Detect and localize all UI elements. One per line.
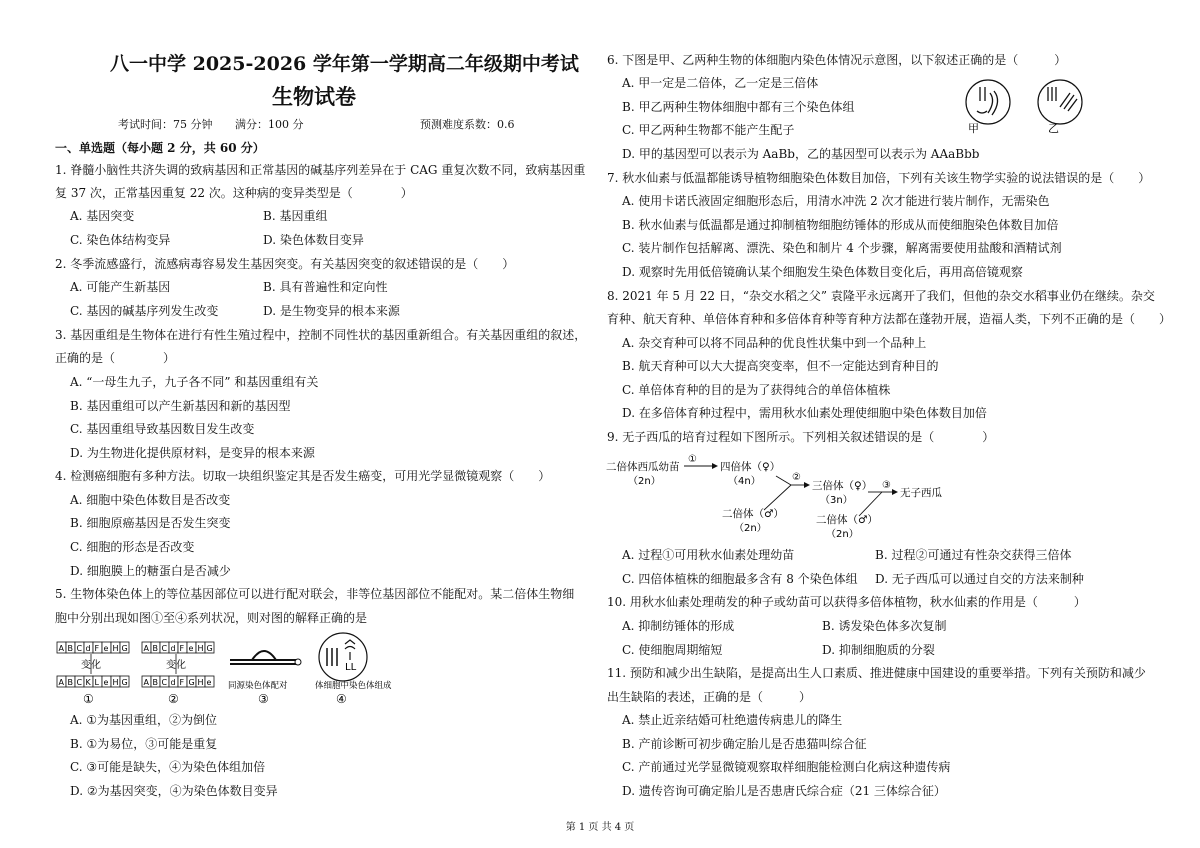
flow-process-1: ① <box>688 454 697 465</box>
q11-stem-2: 出生缺陷的表述，正确的是（ ） <box>607 690 812 704</box>
gene-letter: A <box>143 678 149 687</box>
cell-yi <box>1038 80 1082 124</box>
gene-letter: B <box>152 644 158 653</box>
q5-option-d: D. ②为基因突变，④为染色体数目变异 <box>70 784 278 798</box>
q1-stem-1: 1. 脊髓小脑性共济失调的致病基因和正常基因的碱基序列差异在于 CAG 重复次数不同，致病基因重 <box>55 163 586 177</box>
difficulty: 预测难度系数：0.6 <box>420 118 515 131</box>
gene-letter: B <box>67 678 73 687</box>
q8-stem-2: 育种、航天育种、单倍体育种和多倍体育种等育种方法都在蓬勃开展，造福人类，下列不正确的是（ ） <box>607 312 1172 326</box>
fig1-number: ① <box>83 692 94 706</box>
q11-option-a: A. 禁止近亲结婚可杜绝遗传病患儿的降生 <box>622 713 843 727</box>
q2-option-a: A. 可能产生新基因 <box>70 280 171 294</box>
q4-option-d: D. 细胞膜上的糖蛋白是否减少 <box>70 564 231 578</box>
exam-subtitle: 生物试卷 <box>272 84 356 109</box>
flow-tetraploid-ploidy: （4n） <box>728 476 761 487</box>
q2-stem: 2. 冬季流感盛行，流感病毒容易发生基因突变。有关基因突变的叙述错误的是（ ） <box>55 257 515 271</box>
q2-option-b: B. 具有普遍性和定向性 <box>263 280 388 294</box>
q8-option-d: D. 在多倍体育种过程中，需用秋水仙素处理使细胞中染色体数目加倍 <box>622 406 987 420</box>
q5-stem-2: 胞中分别出现如图①至④系列状况，则对图的解释正确的是 <box>55 611 368 625</box>
q3-option-d: D. 为生物进化提供原材料，是变异的根本来源 <box>70 446 315 460</box>
gene-letter: G <box>121 678 128 687</box>
q3-stem-2: 正确的是（ ） <box>55 351 176 365</box>
q8-option-a: A. 杂交育种可以将不同品种的优良性状集中到一个品种上 <box>622 336 927 350</box>
gene-letter: C <box>76 644 83 653</box>
gene-letter: G <box>206 644 213 653</box>
gene-letter: e <box>103 678 109 687</box>
q6-option-d: D. 甲的基因型可以表示为 AaBb，乙的基因型可以表示为 AAaBbb <box>622 147 980 161</box>
q5-option-c: C. ③可能是缺失，④为染色体组加倍 <box>70 760 266 774</box>
fig3-label: 同源染色体配对 <box>228 681 288 691</box>
fig4-cell <box>319 633 367 681</box>
q4-option-b: B. 细胞原癌基因是否发生突变 <box>70 516 231 530</box>
page-footer: 第 1 页 共 4 页 <box>565 822 635 833</box>
section-heading: 一、单选题（每小题 2 分，共 60 分） <box>55 141 265 155</box>
q7-option-c: C. 装片制作包括解离、漂洗、染色和制片 4 个步骤，解离需要使用盐酸和酒精试剂 <box>622 241 1062 255</box>
gene-letter: e <box>206 678 212 687</box>
cell-jia <box>966 80 1010 124</box>
fig1-changed-row <box>57 676 129 687</box>
gene-letter: H <box>197 644 204 653</box>
gene-letter: C <box>161 644 168 653</box>
gene-letter: F <box>179 644 185 653</box>
q6-option-b: B. 甲乙两种生物体细胞中都有三个染色体组 <box>622 100 855 114</box>
q2-option-d: D. 是生物变异的根本来源 <box>263 304 400 318</box>
gene-letter: F <box>179 678 185 687</box>
flow-seedless: 无子西瓜 <box>900 487 942 499</box>
flow-tetraploid: 四倍体（♀） <box>720 461 781 473</box>
q5-option-a: A. ①为基因重组，②为倒位 <box>70 713 218 727</box>
q3-stem-1: 3. 基因重组是生物体在进行有性生殖过程中，控制不同性状的基因重新组合。有关基因重组的叙述， <box>55 328 587 342</box>
q7-option-b: B. 秋水仙素与低温都是通过抑制植物细胞纺锤体的形成从而使细胞染色体数目加倍 <box>622 218 1059 232</box>
q9-watermelon-flow <box>604 452 964 540</box>
fig4-number: ④ <box>336 692 347 706</box>
gene-letter: H <box>197 678 204 687</box>
gene-letter: e <box>188 644 194 653</box>
flow-triploid-ploidy: （3n） <box>820 495 853 506</box>
q3-option-b: B. 基因重组可以产生新基因和新的基因型 <box>70 399 291 413</box>
gene-letter: e <box>103 644 109 653</box>
fig3-homolog-pairing <box>230 651 301 665</box>
gene-letter: C <box>76 678 83 687</box>
fig1-change-label: 变化 <box>81 660 101 671</box>
flow-triploid: 三倍体（♀） <box>812 480 873 492</box>
q10-stem: 10. 用秋水仙素处理萌发的种子或幼苗可以获得多倍体植物，秋水仙素的作用是（ ） <box>607 595 1086 609</box>
flow-diploid-1: 二倍体（♂） <box>722 508 784 520</box>
gene-letter: G <box>188 678 195 687</box>
q7-stem: 7. 秋水仙素与低温都能诱导植物细胞染色体数目加倍，下列有关该生物学实验的说法错误的是（ ） <box>607 171 1151 185</box>
gene-letter: H <box>112 644 119 653</box>
q6-option-a: A. 甲一定是二倍体，乙一定是三倍体 <box>622 76 819 90</box>
q9-option-b: B. 过程②可通过有性杂交获得三倍体 <box>875 548 1072 562</box>
fig1-original-row <box>57 642 129 653</box>
exam-time: 考试时间：75 分钟 <box>118 118 213 131</box>
flow-seedling-ploidy: （2n） <box>628 476 661 487</box>
flow-process-2: ② <box>792 472 801 483</box>
gene-letter: F <box>94 644 100 653</box>
gene-letter: C <box>161 678 168 687</box>
q11-option-c: C. 产前通过光学显微镜观察取样细胞能检测白化病这种遗传病 <box>622 760 951 774</box>
q9-option-d: D. 无子西瓜可以通过自交的方法来制种 <box>875 572 1084 586</box>
flow-diploid-2: 二倍体（♂） <box>816 514 878 526</box>
q1-stem-2: 复 37 次，正常基因重复 22 次。这种病的变异类型是（ ） <box>55 186 413 200</box>
svg-text:LL: LL <box>345 662 357 673</box>
fig2-original-row <box>142 642 214 653</box>
gene-letter: B <box>67 644 73 653</box>
q3-option-c: C. 基因重组导致基因数目发生改变 <box>70 422 255 436</box>
full-score: 满分：100 分 <box>235 118 304 131</box>
q3-option-a: A. “一母生九子，九子各不同” 和基因重组有关 <box>70 375 319 389</box>
gene-letter: L <box>94 678 99 687</box>
gene-letter: d <box>85 644 91 653</box>
q4-option-a: A. 细胞中染色体数目是否改变 <box>70 493 231 507</box>
fig2-changed-row <box>142 676 214 687</box>
flow-diploid-1-ploidy: （2n） <box>734 523 767 534</box>
q8-option-b: B. 航天育种可以大大提高突变率，但不一定能达到育种目的 <box>622 359 939 373</box>
q6-cells-figure <box>960 75 1090 137</box>
q1-option-c: C. 染色体结构变异 <box>70 233 171 247</box>
gene-letter: d <box>170 644 176 653</box>
label-jia: 甲 <box>968 122 979 135</box>
q4-stem: 4. 检测癌细胞有多种方法。切取一块组织鉴定其是否发生癌变，可用光学显微镜观察（ ） <box>55 469 551 483</box>
q1-option-b: B. 基因重组 <box>263 209 328 223</box>
q7-option-d: D. 观察时先用低倍镜确认某个细胞发生染色体数目变化后，再用高倍镜观察 <box>622 265 1023 279</box>
q1-option-d: D. 染色体数目变异 <box>263 233 364 247</box>
gene-letter: H <box>112 678 119 687</box>
q11-stem-1: 11. 预防和减少出生缺陷，是提高出生人口素质、推进健康中国建设的重要举措。下列有关预防和减少 <box>607 666 1146 680</box>
gene-letter: B <box>152 678 158 687</box>
q4-option-c: C. 细胞的形态是否改变 <box>70 540 195 554</box>
flow-process-3: ③ <box>882 480 891 491</box>
fig2-change-label: 变化 <box>166 660 186 671</box>
q5-option-b: B. ①为易位，③可能是重复 <box>70 737 218 751</box>
q10-option-a: A. 抑制纺锤体的形成 <box>622 619 735 633</box>
fig3-number: ③ <box>258 692 269 706</box>
flow-seedling: 二倍体西瓜幼苗 <box>606 461 680 473</box>
exam-title: 八一中学 2025-2026 学年第一学期高二年级期中考试 <box>110 53 579 75</box>
q2-option-c: C. 基因的碱基序列发生改变 <box>70 304 219 318</box>
fig2-number: ② <box>168 692 179 706</box>
gene-letter: G <box>121 644 128 653</box>
q9-stem: 9. 无子西瓜的培育过程如下图所示。下列相关叙述错误的是（ ） <box>607 430 995 444</box>
q10-option-b: B. 诱发染色体多次复制 <box>822 619 947 633</box>
q11-option-d: D. 遗传咨询可确定胎儿是否患唐氏综合症（21 三体综合征） <box>622 784 946 798</box>
q6-stem: 6. 下图是甲、乙两种生物的体细胞内染色体情况示意图，以下叙述正确的是（ ） <box>607 53 1067 67</box>
q5-chromosome-figure <box>55 630 395 710</box>
label-yi: 乙 <box>1048 122 1059 135</box>
q10-option-d: D. 抑制细胞质的分裂 <box>822 643 935 657</box>
q9-option-a: A. 过程①可用秋水仙素处理幼苗 <box>622 548 795 562</box>
q11-option-b: B. 产前诊断可初步确定胎儿是否患猫叫综合征 <box>622 737 867 751</box>
gene-letter: A <box>58 644 64 653</box>
fig4-label: 体细胞中染色体组成 <box>315 681 392 691</box>
flow-diploid-2-ploidy: （2n） <box>826 529 859 540</box>
q5-stem-1: 5. 生物体染色体上的等位基因部位可以进行配对联会，非等位基因部位不能配对。某二倍体生物细 <box>55 587 575 601</box>
q8-stem-1: 8. 2021 年 5 月 22 日，“杂交水稻之父” 袁隆平永远离开了我们，但他的杂交水稻事业仍在继续。杂交 <box>607 289 1155 303</box>
gene-letter: A <box>143 644 149 653</box>
gene-letter: A <box>58 678 64 687</box>
q10-option-c: C. 使细胞周期缩短 <box>622 643 723 657</box>
q9-option-c: C. 四倍体植株的细胞最多含有 8 个染色体组 <box>622 572 858 586</box>
q7-option-a: A. 使用卡诺氏液固定细胞形态后，用清水冲洗 2 次才能进行装片制作，无需染色 <box>622 194 1050 208</box>
gene-letter: K <box>85 678 91 687</box>
q6-option-c: C. 甲乙两种生物都不能产生配子 <box>622 123 795 137</box>
q1-option-a: A. 基因突变 <box>70 209 135 223</box>
q8-option-c: C. 单倍体育种的目的是为了获得纯合的单倍体植株 <box>622 383 891 397</box>
gene-letter: d <box>170 678 176 687</box>
